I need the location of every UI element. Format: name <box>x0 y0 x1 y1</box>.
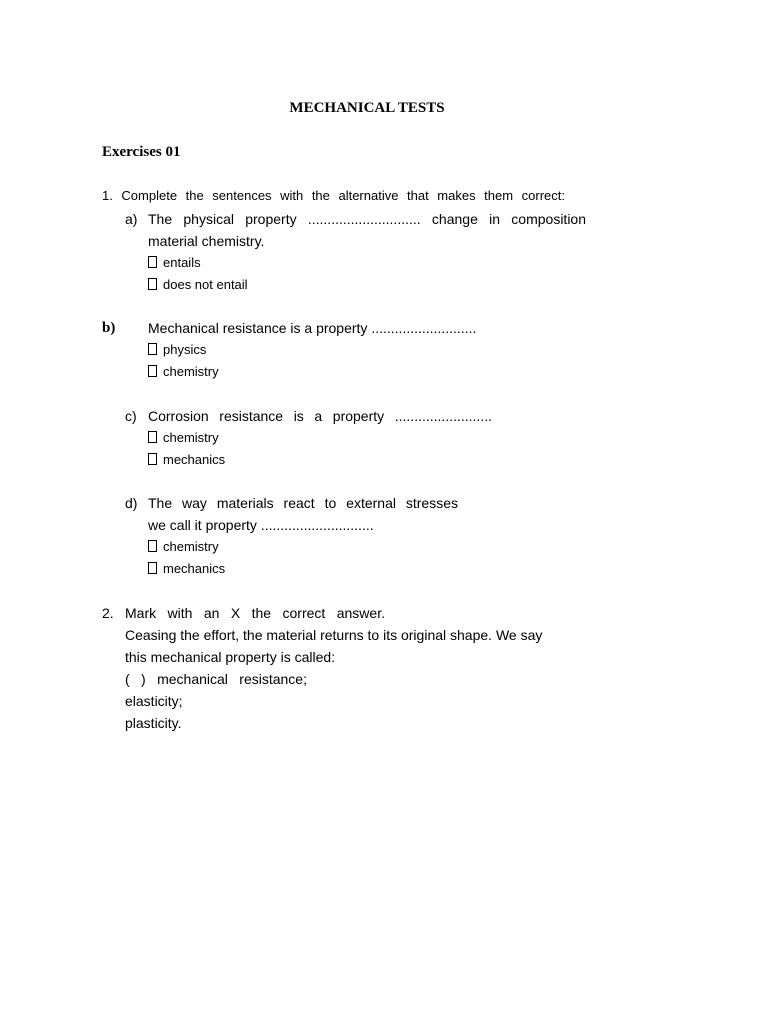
option-label: mechanics <box>163 452 226 467</box>
question-1-prompt <box>102 186 565 206</box>
question-2-option-1[interactable]: ( ) mechanical resistance; <box>125 671 307 687</box>
option-b-2[interactable] <box>148 362 219 382</box>
checkbox-icon[interactable] <box>148 562 157 574</box>
exercises-heading: Exercises 01 <box>102 144 181 160</box>
item-b-line1: Mechanical resistance is a property ........................... <box>148 320 477 336</box>
question-2-option-3[interactable]: plasticity. <box>125 715 182 731</box>
question-2-option-2[interactable]: elasticity; <box>125 693 183 709</box>
option-a-2[interactable] <box>148 275 248 295</box>
option-a-1[interactable] <box>148 253 201 273</box>
option-label: mechanics <box>163 561 226 576</box>
question-1-text: Complete the sentences with the alternative that makes them correct: <box>121 188 565 203</box>
item-b-marker: b) <box>102 320 116 336</box>
checkbox-icon[interactable] <box>148 431 157 443</box>
option-d-1[interactable] <box>148 537 219 557</box>
checkbox-icon[interactable] <box>148 540 157 552</box>
option-label: chemistry <box>163 539 219 554</box>
option-c-1[interactable] <box>148 428 219 448</box>
option-label: entails <box>163 255 201 270</box>
checkbox-icon[interactable] <box>148 365 157 377</box>
document-title: MECHANICAL TESTS <box>289 100 445 116</box>
option-label: physics <box>163 342 207 357</box>
checkbox-icon[interactable] <box>148 453 157 465</box>
item-d-marker: d) <box>125 495 138 511</box>
option-d-2[interactable] <box>148 559 225 579</box>
item-d-line2: we call it property ............................. <box>148 517 374 533</box>
item-a-marker: a) <box>125 211 138 227</box>
checkbox-icon[interactable] <box>148 343 157 355</box>
item-a-line2: material chemistry. <box>148 233 265 249</box>
question-2-prompt: Mark with an X the correct answer. <box>125 605 385 621</box>
question-2-line1: Ceasing the effort, the material returns to its original shape. We say <box>125 627 543 643</box>
option-label: chemistry <box>163 364 219 379</box>
checkbox-icon[interactable] <box>148 256 157 268</box>
item-c-marker: c) <box>125 408 137 424</box>
question-2-line2: this mechanical property is called: <box>125 649 336 665</box>
option-label: does not entail <box>163 277 248 292</box>
question-2-number: 2. <box>102 605 114 621</box>
checkbox-icon[interactable] <box>148 278 157 290</box>
option-label: chemistry <box>163 430 219 445</box>
option-c-2[interactable] <box>148 450 225 470</box>
item-d-line1: The way materials react to external stresses <box>148 495 458 511</box>
item-a-line1: The physical property ............................. change in composition <box>148 211 586 227</box>
question-1-number: 1. <box>102 188 113 203</box>
option-b-1[interactable] <box>148 340 206 360</box>
item-c-line1: Corrosion resistance is a property ......................... <box>148 408 492 424</box>
